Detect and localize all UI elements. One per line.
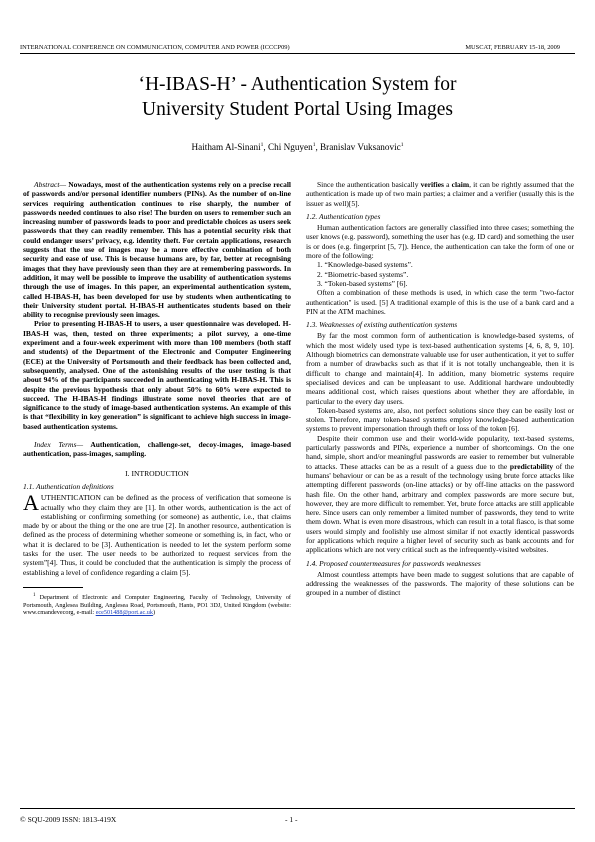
right-paragraph-2: Human authentication factors are generally classified into three cases; something the user knows (e.g. password), something the user has (e.g. ID card) and something the user is or does (e.g. fingerprint [5, 7]). Hence, the authentication can take the form of one or more of the following: [306, 223, 574, 261]
intro-text: UTHENTICATION can be defined as the process of verification that someone is actually who they claim they are [1]. In other words, authentication is the act of establishing or confirming something (or someone) as authentic, i.e., that claims made by or about the thing or the one are true [2]. In another resource, authentication is defined as the process of determining whether someone or something is, in fact, who or what it is declared to be [3]. Authentication is needed to let the system perform some tasks for the user. The user needs to be authorized to request services from the system”[4]. Thus, it could be concluded that the authentication is simply the process of establishing a level of confidence regarding a claim [5]. [23, 493, 291, 577]
list-item-1: 1. “Knowledge-based systems”. [317, 260, 413, 270]
footnote-email-link[interactable]: ece501488@port.ac.uk [95, 609, 153, 617]
abstract-paragraph-2: Prior to presenting H-IBAS-H to users, a user questionnaire was developed. H-IBAS-H was, then, tested on three experiments; a pilot survey, a one-time experiment and a four-week experiment with more than 100 members (both staff and students) of the Department of the Electronic and Computer Engineering (ECE) at the University of Portsmouth and their feedback has been collected and, subsequently, analysed. One of the astonishing results of the user testing is that about 94% of the participants succeeded in authenticating with H-IBAS-H. This is despite the previous hypothesis that only about 50% to 60% were expected to succeed. The H-IBAS-H findings illustrate some novel theories that are of significance to the study of image-based authentication systems. An example of this is that “flexibility in key generation” is significant to achieve high success in image-based authentication systems. [23, 319, 291, 431]
title-line-2: University Student Portal Using Images [142, 99, 453, 120]
subsection-heading-1-1: 1.1. Authentication definitions [23, 481, 114, 491]
title-line-1: ‘H-IBAS-H’ - Authentication System for [138, 74, 457, 95]
right-paragraph-1: Since the authentication basically verifies a claim, it can be rightly assumed that the authentication is made up of two main parties; a claimer and a verifier (usually this is the issuer as well)[5]. [306, 180, 575, 208]
intro-paragraph [23, 490, 291, 577]
left-column [23, 180, 291, 617]
footnote: $^1$ Department of Electronic and Computer Engineering, Faculty of Technology, University of Portsmouth, Anglesea Building, Anglesea Road, Portsmouth, Hants, PO1 3DJ, United Kingdom (website: www.cmandevecorg, e-mail: ece501488@port.ac.uk) [23, 592, 291, 617]
author-2-affil: 1 [312, 142, 316, 148]
drop-cap: A [23, 490, 39, 516]
footnote-text: Department of Electronic and Computer Engineering, Faculty of Technology, University of Portsmouth, Anglesea Building, Anglesea Road, Portsmouth, Hants, PO1 3DJ, United Kingdom (website: www.cmandevecorg, e-mail: [23, 593, 291, 617]
subsection-heading-1-2: 1.2. Authentication types [306, 211, 381, 221]
section-heading-introduction: I. INTRODUCTION [125, 468, 189, 478]
author-3-affil: 1 [400, 142, 404, 148]
abstract-text: Nowadays, most of the authentication systems rely on a precise recall of passwords and/or personal identifier numbers (PINs). As the number of on-line services requiring authentication continues to rise sharply, the number of passwords needed continues to also rise! The burden on users to remember such an increasing number of passwords leads to poor and predictable choices as users seek passwords that they can readily remember. This has a potential security risk that could endanger users’ privacy, e.g. identity theft. For certain applications, research suggests that the use of images may be a more effective combination of both security and ease of use. This is because humans are, by far, better at recognising images that they have previously seen than they are at remembering passwords. In addition, it may well be possible to improve the usability of authentication systems through the use of images. In this paper, an experimental authentication system, called H-IBAS-H, has been developed for use by students when authenticating to their University student portal. H-IBAS-H authenticates students based on their ability to recognise previously seen images. [23, 180, 291, 320]
right-paragraph-4: By far the most common form of authentication is knowledge-based systems, of which the most widely used type is text-based authentication systems [4, 6, 8, 9, 10]. Although biometrics can demonstrate valuable use for user authentication, it yet to suffer from a number of drawbacks such as that if it is not totally unchangeable, then it is difficult to change and maintain[4]. In addition, many biometric systems require specialised devices and can be unpleasant to use. Additional hardware undoubtedly means additional cost, which raises questions about whether they are affordable, in particular to the every day users. [306, 331, 574, 406]
index-terms-label: Index Terms— [34, 440, 84, 450]
list-item-2: 2. “Biometric-based systems”. [317, 269, 409, 279]
footnote-rule [23, 587, 83, 588]
index-terms [23, 440, 291, 459]
author-3: Branislav Vuksanovic [320, 142, 401, 153]
right-paragraph-3: Often a combination of these methods is used, in which case the term "two-factor authentication" is used. [5] A traditional example of this is the use of a bank card and a PIN at the ATM machines. [306, 288, 574, 316]
right-column [306, 180, 574, 598]
subsection-heading-1-4: 1.4. Proposed countermeasures for passwords weaknesses [306, 558, 481, 568]
author-1-affil: 1 [260, 142, 264, 148]
footnote-marker: 1 [33, 592, 36, 598]
right-paragraph-7: Almost countless attempts have been made to suggest solutions that are capable of addressing the weaknesses of the passwords. The majority of these solutions can be grouped in a number of distinct [306, 569, 574, 598]
author-list: Haitham Al-Sinani$^1$, Chi Nguyen$^1$, Branislav Vuksanovic$^1$ [191, 142, 404, 153]
header-conference: INTERNATIONAL CONFERENCE ON COMMUNICATION, COMPUTER AND POWER (ICCCP09) [20, 44, 290, 51]
author-2: Chi Nguyen [268, 142, 313, 153]
right-paragraph-5: Token-based systems are, also, not perfect solutions since they can be easily lost or stolen. Therefore, many token-based systems employ knowledge-based authentication systems to prevent impersonation through theft or loss of the token [6]. [306, 405, 574, 434]
list-item-3: 3. “Token-based systems” [6]. [317, 278, 408, 288]
paper-title [20, 72, 575, 122]
right-paragraph-6: Despite their common use and their world-wide popularity, text-based systems, particularly passwords and PINs, experience a number of shortcomings. On the one hand, simple, short and/or meaningful passwords are easier to remember but vulnerable to attacks. These attacks can be as a result of a guess due to the predictability of the humans' behaviour or can be as a result of the technology using brute force attacks like attempting different passwords (on-line attacks) or by off-line attacks on the password hash file. On the other hand, arbitrary and complex passwords are more secure but, however, they are more difficult to remember. Yet, brute force attacks are still applicable here. Since users can only remember a limited number of passwords, they tend to write them down. What is even more disastrous, which can result in a total fiasco, is that some users would simply and foolishly use almost similar if not exactly identical passwords for applications which require a higher level of security such as bank accounts and for applications which are not very critical such as the infrequently-visited websites. [306, 433, 575, 555]
abstract [23, 180, 291, 319]
index-terms-text: Authentication, challenge-set, decoy-images, image-based authentication, pass-images, sampling. [23, 440, 291, 459]
subsection-heading-1-3: 1.3. Weaknesses of existing authentication systems [306, 320, 458, 330]
footer-issn: © SQU-2009 ISSN: 1813-419X [20, 815, 117, 824]
header-date: MUSCAT, FEBRUARY 15-18, 2009 [465, 44, 560, 51]
abstract-label: Abstract— [34, 180, 67, 189]
header-rule [20, 53, 575, 54]
author-1: Haitham Al-Sinani [191, 142, 261, 153]
page-number: - 1 - [285, 815, 298, 824]
footer-rule [20, 808, 575, 809]
